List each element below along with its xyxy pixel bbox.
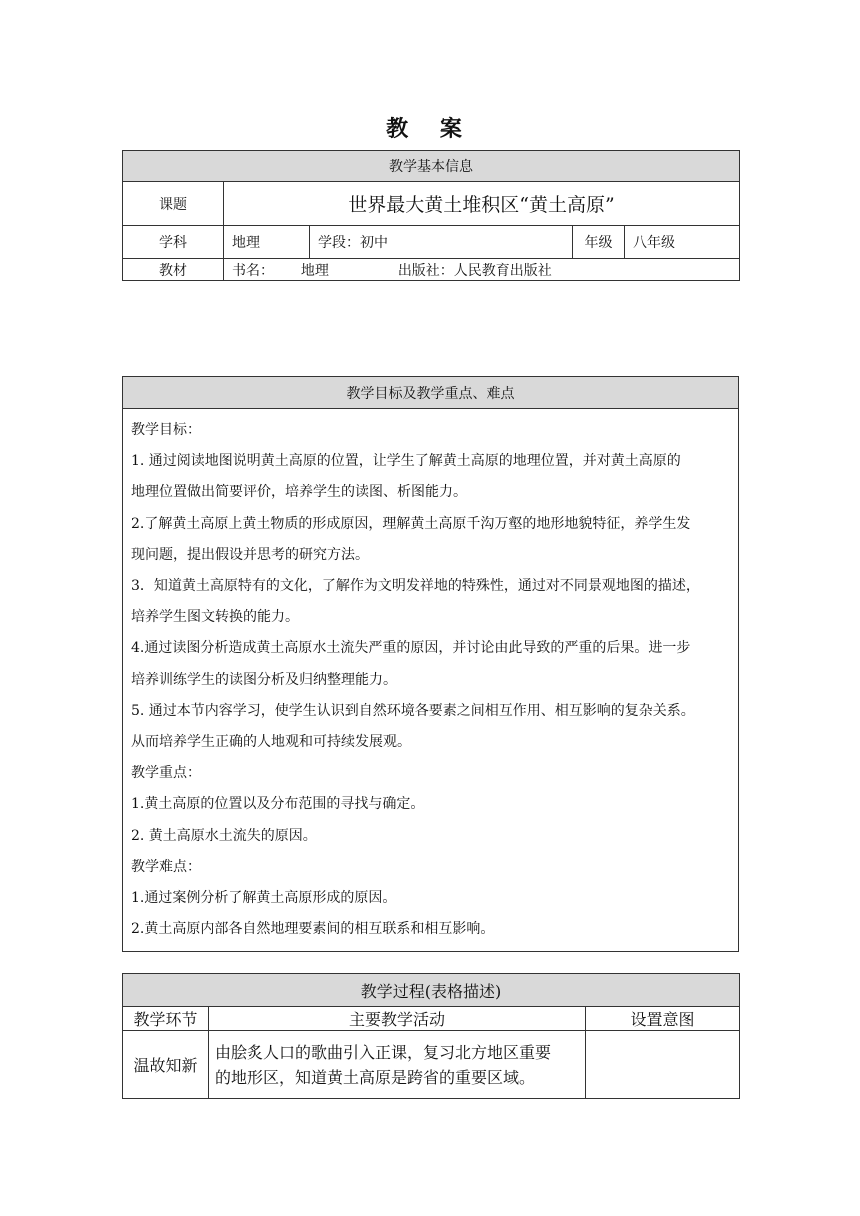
basic-info-header: 教学基本信息	[123, 151, 740, 182]
activity-cell	[209, 1031, 586, 1099]
stage-text: 学段：初中	[310, 226, 573, 259]
objectives-header: 教学目标及教学重点、难点	[123, 377, 739, 409]
col-intent-header: 设置意图	[586, 1007, 740, 1031]
objective-line: 培养训练学生的读图分析及归纳整理能力。	[131, 671, 397, 688]
objective-line: 教学目标：	[131, 422, 201, 438]
grade-value: 八年级	[625, 226, 740, 259]
col-activity-header: 主要教学活动	[209, 1007, 586, 1031]
objective-line: 2.黄土高原内部各自然地理要素间的相互联系和相互影响。	[131, 921, 495, 938]
objective-line: 3．知道黄土高原特有的文化，了解作为文明发祥地的特殊性，通过对不同景观地图的描述，	[131, 578, 700, 595]
grade-label: 年级	[573, 226, 625, 259]
subject-label: 学科	[123, 226, 224, 259]
subject-value: 地理	[224, 226, 310, 259]
objective-line: 1.黄土高原的位置以及分布范围的寻找与确定。	[131, 796, 425, 813]
objective-line: 2.了解黄土高原上黄土物质的形成原因，理解黄土高原千沟万壑的地形地貌特征，养学生发	[131, 515, 691, 532]
activity-line: 的地形区，知道黄土高原是跨省的重要区域。	[215, 1067, 536, 1087]
objective-line: 教学难点：	[131, 858, 201, 875]
process-header: 教学过程(表格描述)	[123, 974, 740, 1007]
textbook-info	[224, 259, 740, 281]
objective-line: 培养学生图文转换的能力。	[131, 609, 299, 626]
objectives-body	[123, 409, 739, 952]
textbook-label: 教材	[123, 259, 224, 281]
objective-line: 1. 通过阅读地图说明黄土高原的位置，让学生了解黄土高原的地理位置，并对黄土高原的	[131, 453, 681, 470]
book-name-label: 书名：	[232, 262, 274, 279]
objective-line: 从而培养学生正确的人地观和可持续发展观。	[131, 734, 411, 751]
book-name-value: 地理	[300, 262, 329, 279]
col-stage-header: 教学环节	[123, 1007, 209, 1031]
objective-line: 现问题，提出假设并思考的研究方法。	[131, 546, 369, 563]
topic-value: 世界最大黄土堆积区“黄土高原”	[224, 182, 740, 226]
stage-cell: 温故知新	[123, 1031, 209, 1099]
objective-line: 2. 黄土高原水土流失的原因。	[131, 827, 317, 844]
objective-line: 教学重点：	[131, 765, 201, 782]
objective-line: 地理位置做出简要评价，培养学生的读图、析图能力。	[131, 484, 467, 501]
topic-label: 课题	[123, 182, 224, 226]
document-title: 教 案	[386, 117, 474, 142]
activity-line: 由脍炙人口的歌曲引入正课，复习北方地区重要	[215, 1042, 552, 1062]
objective-line: 1.通过案例分析了解黄土高原形成的原因。	[131, 890, 397, 907]
objective-line: 5. 通过本节内容学习，使学生认识到自然环境各要素之间相互作用、相互影响的复杂关系。	[131, 702, 695, 719]
objectives-table	[122, 376, 739, 952]
table-row	[123, 1031, 740, 1099]
objective-line: 4.通过读图分析造成黄土高原水土流失严重的原因，并讨论由此导致的严重的后果。进一步	[131, 640, 691, 657]
basic-info-table	[122, 150, 740, 281]
process-table	[122, 973, 740, 1099]
publisher-text: 出版社：人民教育出版社	[397, 262, 552, 279]
intent-cell	[586, 1031, 740, 1099]
